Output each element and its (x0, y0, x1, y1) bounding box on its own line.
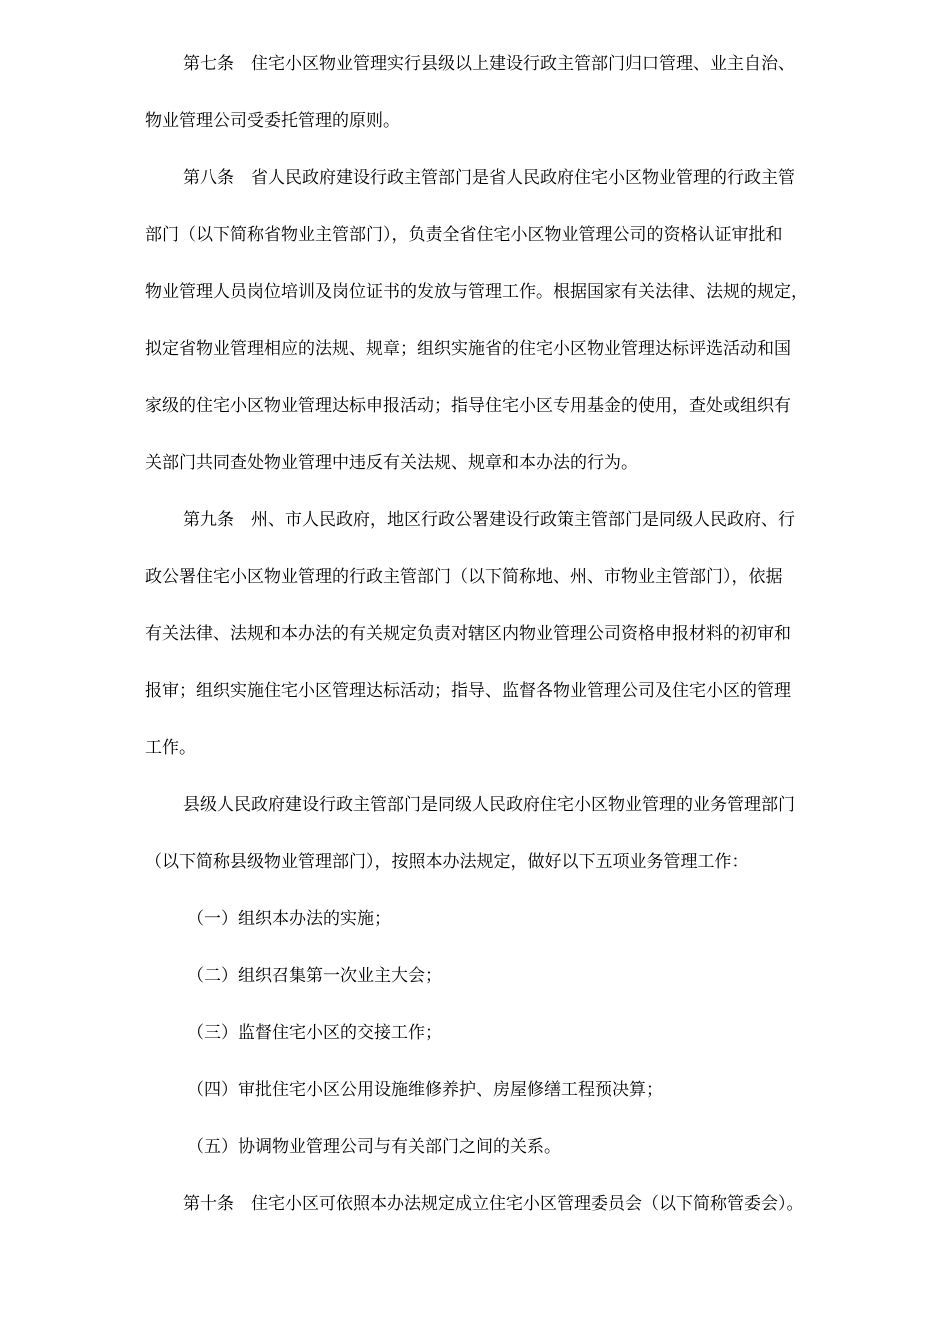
article-8-line-1: 第八条 省人民政府建设行政主管部门是省人民政府住宅小区物业管理的行政主管 (183, 168, 795, 188)
article-9-line-3: 有关法律、法规和本办法的有关规定负责对辖区内物业管理公司资格申报材料的初审和 (145, 624, 791, 644)
article-8-line-5: 家级的住宅小区物业管理达标申报活动；指导住宅小区专用基金的使用，查处或组织有 (145, 396, 791, 416)
article-10-line-1: 第十条 住宅小区可依照本办法规定成立住宅小区管理委员会（以下简称管委会）。 (183, 1194, 804, 1214)
list-item-4: （四）审批住宅小区公用设施维修养护、房屋修缮工程预决算； (187, 1080, 663, 1100)
list-item-2: （二）组织召集第一次业主大会； (187, 966, 442, 986)
article-8-line-4: 拟定省物业管理相应的法规、规章；组织实施省的住宅小区物业管理达标评选活动和国 (145, 339, 791, 359)
list-item-5: （五）协调物业管理公司与有关部门之间的关系。 (187, 1137, 561, 1157)
article-9-line-4: 报审；组织实施住宅小区管理达标活动；指导、监督各物业管理公司及住宅小区的管理 (145, 681, 791, 701)
county-paragraph-line-2: （以下简称县级物业管理部门），按照本办法规定，做好以下五项业务管理工作： (145, 852, 749, 872)
article-7-line-1: 第七条 住宅小区物业管理实行县级以上建设行政主管部门归口管理、业主自治、 (183, 54, 795, 74)
article-9-line-5: 工作。 (145, 738, 196, 758)
article-7-line-2: 物业管理公司受委托管理的原则。 (145, 111, 400, 131)
article-8-line-3: 物业管理人员岗位培训及岗位证书的发放与管理工作。根据国家有关法律、法规的规定， (145, 282, 808, 302)
list-item-3: （三）监督住宅小区的交接工作； (187, 1023, 442, 1043)
county-paragraph-line-1: 县级人民政府建设行政主管部门是同级人民政府住宅小区物业管理的业务管理部门 (183, 795, 795, 815)
article-8-line-6: 关部门共同查处物业管理中违反有关法规、规章和本办法的行为。 (145, 453, 638, 473)
list-item-1: （一）组织本办法的实施； (187, 909, 391, 929)
article-8-line-2: 部门（以下简称省物业主管部门），负责全省住宅小区物业管理公司的资格认证审批和 (145, 225, 783, 245)
article-9-line-1: 第九条 州、市人民政府，地区行政公署建设行政策主管部门是同级人民政府、行 (183, 510, 795, 530)
article-9-line-2: 政公署住宅小区物业管理的行政主管部门（以下简称地、州、市物业主管部门），依据 (145, 567, 783, 587)
